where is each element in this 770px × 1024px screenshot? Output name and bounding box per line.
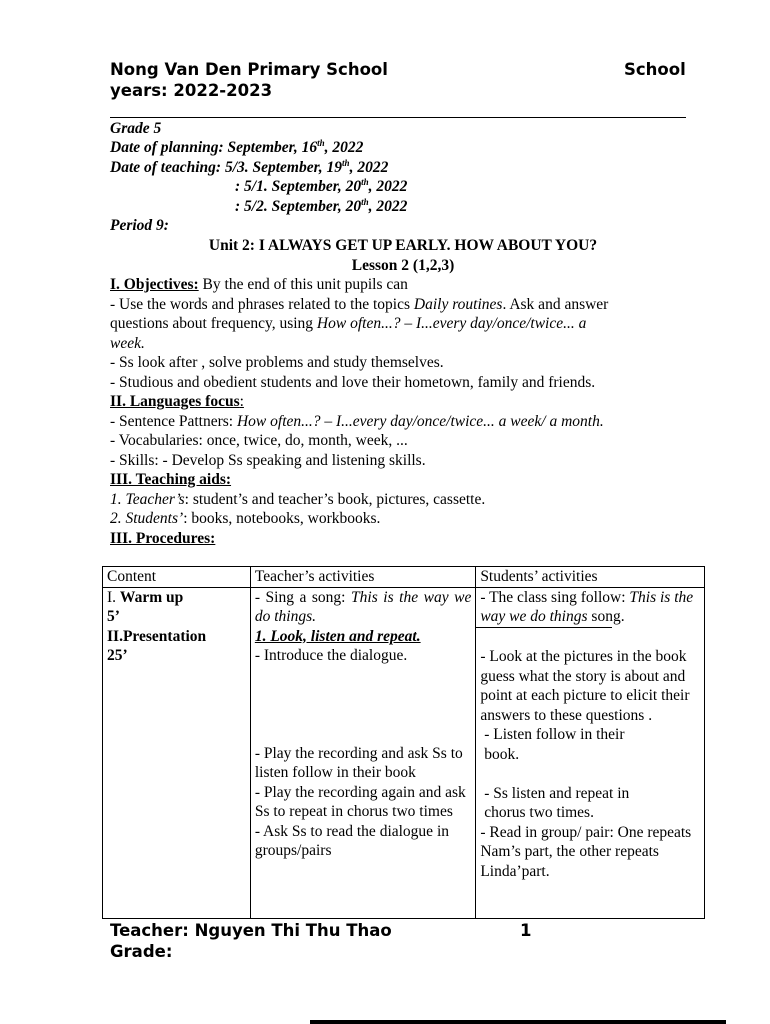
date-of-teaching-3: : 5/2. September, 20th, 2022 (235, 196, 408, 215)
warm-up-time: 5’ (107, 608, 120, 625)
school-years-value: years: 2022-2023 (110, 81, 273, 100)
content-cell (103, 587, 251, 918)
teacher-aids: 1. Teacher’s: student’s and teacher’s book, pictures, cassette. (110, 491, 486, 508)
date-of-teaching-2: : 5/1. September, 20th, 2022 (235, 176, 408, 195)
look-listen-repeat: 1. Look, listen and repeat. (254, 627, 421, 645)
procedures-table (102, 566, 705, 919)
table-row (103, 587, 705, 918)
teacher-sing: - Sing a song: This is the way we do things. (254, 588, 472, 625)
col-students-header: Students’ activities (476, 567, 705, 588)
school-name: Nong Van Den Primary School (110, 60, 388, 79)
date-of-planning: Date of planning: September, 16th, 2022 (110, 137, 364, 156)
grade: Grade 5 (110, 120, 162, 137)
period: Period 9: (110, 217, 169, 234)
footer-teacher: Teacher: Nguyen Thi Thu Thao (110, 921, 392, 940)
school-years-label: School (624, 60, 686, 79)
students-read: - Read in group/ pair: One repeats Nam’s part, the other repeats Linda’part. (480, 823, 692, 880)
unit-title: Unit 2: I ALWAYS GET UP EARLY. HOW ABOUT YOU? (208, 237, 598, 254)
students-divider (476, 627, 612, 648)
objective-3: - Studious and obedient students and love their hometown, family and friends. (110, 374, 596, 391)
col-teacher-header: Teacher’s activities (250, 567, 475, 588)
lesson-title: Lesson 2 (1,2,3) (351, 257, 455, 274)
teacher-introduce: - Introduce the dialogue. (254, 647, 408, 664)
objective-1-end: week. (110, 335, 145, 352)
page-number: 1 (520, 921, 532, 940)
col-content-header: Content (103, 567, 251, 588)
skills: - Skills: - Develop Ss speaking and listening skills. (110, 452, 426, 469)
languages-heading: II. Languages focus: (110, 393, 244, 410)
students-listen: - Listen follow in their book. (484, 726, 625, 763)
students-look: - Look at the pictures in the book guess what the story is about and point at each picture to elicit their answers to these questions . (480, 648, 690, 724)
warm-up-label: I. Warm up (107, 588, 184, 606)
presentation-label: II.Presentation (107, 627, 207, 645)
teacher-read: - Ask Ss to read the dialogue in groups/pairs (254, 822, 449, 859)
procedures-heading: III. Procedures: (110, 530, 216, 547)
teacher-play-1: - Play the recording and ask Ss to listen follow in their book (254, 744, 463, 781)
teaching-aids-heading: III. Teaching aids: (110, 471, 232, 488)
objective-2: - Ss look after , solve problems and study themselves. (110, 354, 444, 371)
students-sing: - The class sing follow: This is the way we do things song. (480, 588, 694, 625)
student-aids: 2. Students’: books, notebooks, workbooks. (110, 510, 381, 527)
header-divider (110, 117, 686, 118)
presentation-time: 25’ (107, 647, 128, 664)
objective-1: - Use the words and phrases related to the topics Daily routines. Ask and answer (110, 296, 609, 313)
teacher-cell (250, 587, 475, 918)
students-repeat: - Ss listen and repeat in chorus two times. (484, 784, 630, 821)
page-bottom-bar (310, 1020, 726, 1024)
vocabularies: - Vocabularies: once, twice, do, month, week, ... (110, 432, 408, 449)
date-of-teaching: Date of teaching: 5/3. September, 19th, 2022 (110, 157, 389, 176)
teacher-play-2: - Play the recording again and ask Ss to repeat in chorus two times (254, 783, 466, 820)
table-header-row (103, 567, 705, 588)
students-cell (476, 587, 705, 918)
sentence-patterns: - Sentence Pattners: How often...? – I...every day/once/twice... a week/ a month. (110, 413, 604, 430)
objectives-heading: I. Objectives: By the end of this unit pupils can (110, 276, 408, 293)
footer-grade: Grade: (110, 942, 173, 961)
objective-1-cont: questions about frequency, using How often...? – I...every day/once/twice... a (110, 315, 587, 332)
